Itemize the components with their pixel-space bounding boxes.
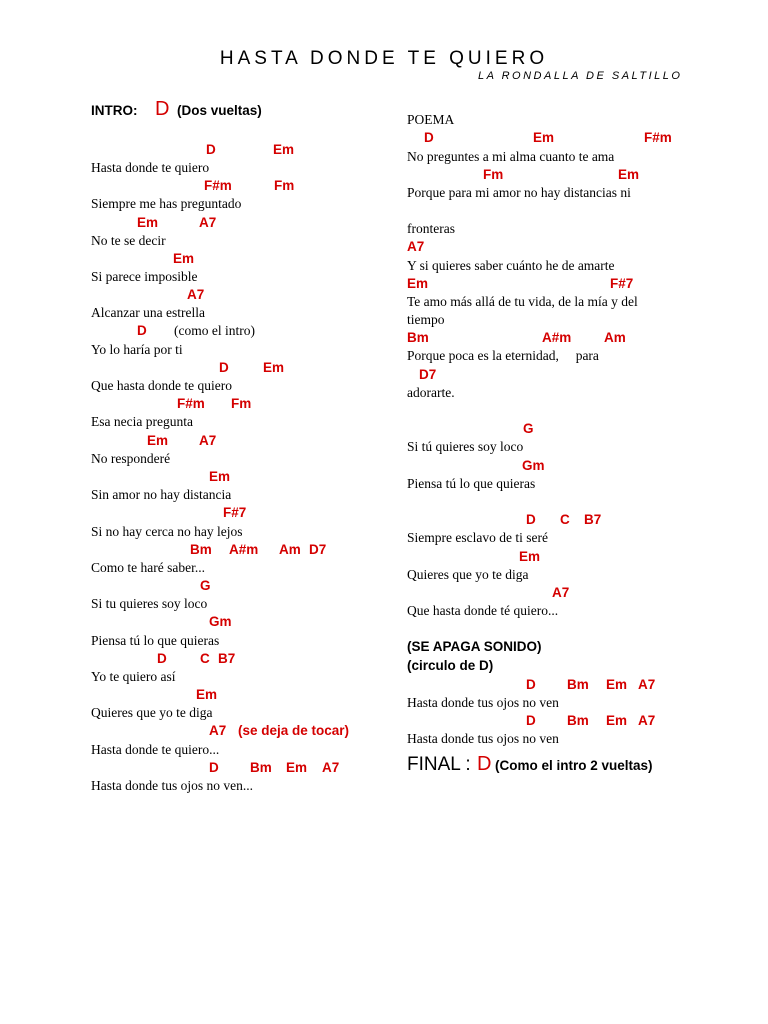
chord: A#m bbox=[229, 542, 259, 557]
chord: D bbox=[526, 713, 536, 728]
lyric-line: No responderé bbox=[91, 451, 171, 466]
lyric-line: Yo te quiero así bbox=[91, 669, 176, 684]
lyric-line: Piensa tú lo que quieras bbox=[407, 476, 536, 491]
chord: Em bbox=[606, 713, 628, 728]
lyric-line: Hasta donde tus ojos no ven bbox=[407, 731, 559, 746]
chord: Bm bbox=[567, 677, 589, 692]
chord-note: (se deja de tocar) bbox=[238, 723, 350, 738]
lyric-line: Si parece imposible bbox=[91, 269, 198, 284]
chord: Em bbox=[173, 251, 195, 266]
chord: G bbox=[200, 578, 211, 593]
chord: B7 bbox=[218, 651, 236, 666]
chord: Em bbox=[533, 130, 555, 145]
lyric-line: Que hasta donde te quiero bbox=[91, 378, 232, 393]
chord: Gm bbox=[522, 458, 545, 473]
chord: F#7 bbox=[223, 505, 247, 520]
chord: A7 bbox=[199, 433, 217, 448]
chord: Em bbox=[273, 142, 295, 157]
lyric-line: Como te haré saber... bbox=[91, 560, 205, 575]
chord: A#m bbox=[542, 330, 572, 345]
chord: F#m bbox=[177, 396, 205, 411]
lyric-line: Siempre me has preguntado bbox=[91, 196, 242, 211]
chord: Bm bbox=[407, 330, 429, 345]
chord: Gm bbox=[209, 614, 232, 629]
chord: A7 bbox=[322, 760, 340, 775]
chord-note: (como el intro) bbox=[174, 323, 255, 338]
lyric-line: Si tú quieres soy loco bbox=[407, 439, 524, 454]
lyric-line: Hasta donde tus ojos no ven bbox=[407, 695, 559, 710]
chord: Em bbox=[196, 687, 218, 702]
chord: D bbox=[526, 512, 536, 527]
chord: A7 bbox=[552, 585, 570, 600]
lyric-line: Siempre esclavo de ti seré bbox=[407, 530, 548, 545]
instruction: (circulo de D) bbox=[407, 658, 494, 673]
lyric-line: Si tu quieres soy loco bbox=[91, 596, 208, 611]
lyric-line: Piensa tú lo que quieras bbox=[91, 633, 220, 648]
chord: Em bbox=[286, 760, 308, 775]
lyric-line: Que hasta donde té quiero... bbox=[407, 603, 559, 618]
chord: Fm bbox=[231, 396, 252, 411]
chord: D bbox=[137, 323, 147, 338]
chord: Em bbox=[407, 276, 429, 291]
chord: Bm bbox=[567, 713, 589, 728]
lyric-line: tiempo bbox=[407, 312, 445, 327]
chord: D bbox=[157, 651, 167, 666]
lyric-line: Quieres que yo te diga bbox=[91, 705, 213, 720]
chord: C bbox=[200, 651, 210, 666]
artist-name: LA RONDALLA DE SALTILLO bbox=[478, 70, 683, 82]
chord: D bbox=[526, 677, 536, 692]
chord: F#m bbox=[644, 130, 672, 145]
lyric-line: Hasta donde te quiero... bbox=[91, 742, 220, 757]
chord: D bbox=[206, 142, 216, 157]
instruction: (SE APAGA SONIDO) bbox=[407, 639, 542, 654]
chord: Em bbox=[606, 677, 628, 692]
chord: Am bbox=[604, 330, 626, 345]
lyric-line: Sin amor no hay distancia bbox=[91, 487, 232, 502]
section-label: POEMA bbox=[407, 112, 455, 127]
chord: Em bbox=[209, 469, 231, 484]
chord: A7 bbox=[638, 713, 656, 728]
chord: B7 bbox=[584, 512, 602, 527]
lyric-line: Yo lo haría por ti bbox=[91, 342, 183, 357]
lyric-line: Porque poca es la eternidad, para bbox=[407, 348, 599, 363]
lyric-line: Hasta donde te quiero bbox=[91, 160, 210, 175]
intro-note: (Dos vueltas) bbox=[177, 103, 262, 118]
chord: D bbox=[424, 130, 434, 145]
lyric-line: Porque para mi amor no hay distancias ni bbox=[407, 185, 631, 200]
chord: Em bbox=[618, 167, 640, 182]
chord: A7 bbox=[187, 287, 205, 302]
lyric-line: Quieres que yo te diga bbox=[407, 567, 529, 582]
chord: A7 bbox=[209, 723, 227, 738]
lyric-line: No te se decir bbox=[91, 233, 166, 248]
lyric-line: Alcanzar una estrella bbox=[91, 305, 205, 320]
final-note: (Como el intro 2 vueltas) bbox=[495, 758, 653, 773]
chord: Em bbox=[147, 433, 169, 448]
lyric-line: Y si quieres saber cuánto he de amarte bbox=[407, 258, 615, 273]
final-label: FINAL : bbox=[407, 754, 471, 775]
chord: Am bbox=[279, 542, 301, 557]
lyric-line: Esa necia pregunta bbox=[91, 414, 193, 429]
chord: Em bbox=[263, 360, 285, 375]
chord: Bm bbox=[190, 542, 212, 557]
intro-label: INTRO: bbox=[91, 103, 138, 118]
chord: Bm bbox=[250, 760, 272, 775]
chord: D7 bbox=[419, 367, 437, 382]
chord: D7 bbox=[309, 542, 327, 557]
intro-chord: D bbox=[155, 98, 170, 120]
chord: Fm bbox=[274, 178, 295, 193]
chord: A7 bbox=[199, 215, 217, 230]
chord: F#m bbox=[204, 178, 232, 193]
final-chord: D bbox=[477, 753, 492, 775]
chord: Em bbox=[137, 215, 159, 230]
chord: Fm bbox=[483, 167, 504, 182]
lyric-line: adorarte. bbox=[407, 385, 455, 400]
chord: F#7 bbox=[610, 276, 634, 291]
chord: A7 bbox=[638, 677, 656, 692]
chord: D bbox=[209, 760, 219, 775]
lyric-line: Si no hay cerca no hay lejos bbox=[91, 524, 243, 539]
lyric-line: Hasta donde tus ojos no ven... bbox=[91, 778, 253, 793]
chord: Em bbox=[519, 549, 541, 564]
chord: C bbox=[560, 512, 570, 527]
lyric-line: fronteras bbox=[407, 221, 455, 236]
lyric-line: Te amo más allá de tu vida, de la mía y del bbox=[407, 294, 638, 309]
chord: G bbox=[523, 421, 534, 436]
chord: D bbox=[219, 360, 229, 375]
chord: A7 bbox=[407, 239, 425, 254]
lyric-line: No preguntes a mi alma cuanto te ama bbox=[407, 149, 615, 164]
song-title: HASTA DONDE TE QUIERO bbox=[219, 48, 549, 69]
